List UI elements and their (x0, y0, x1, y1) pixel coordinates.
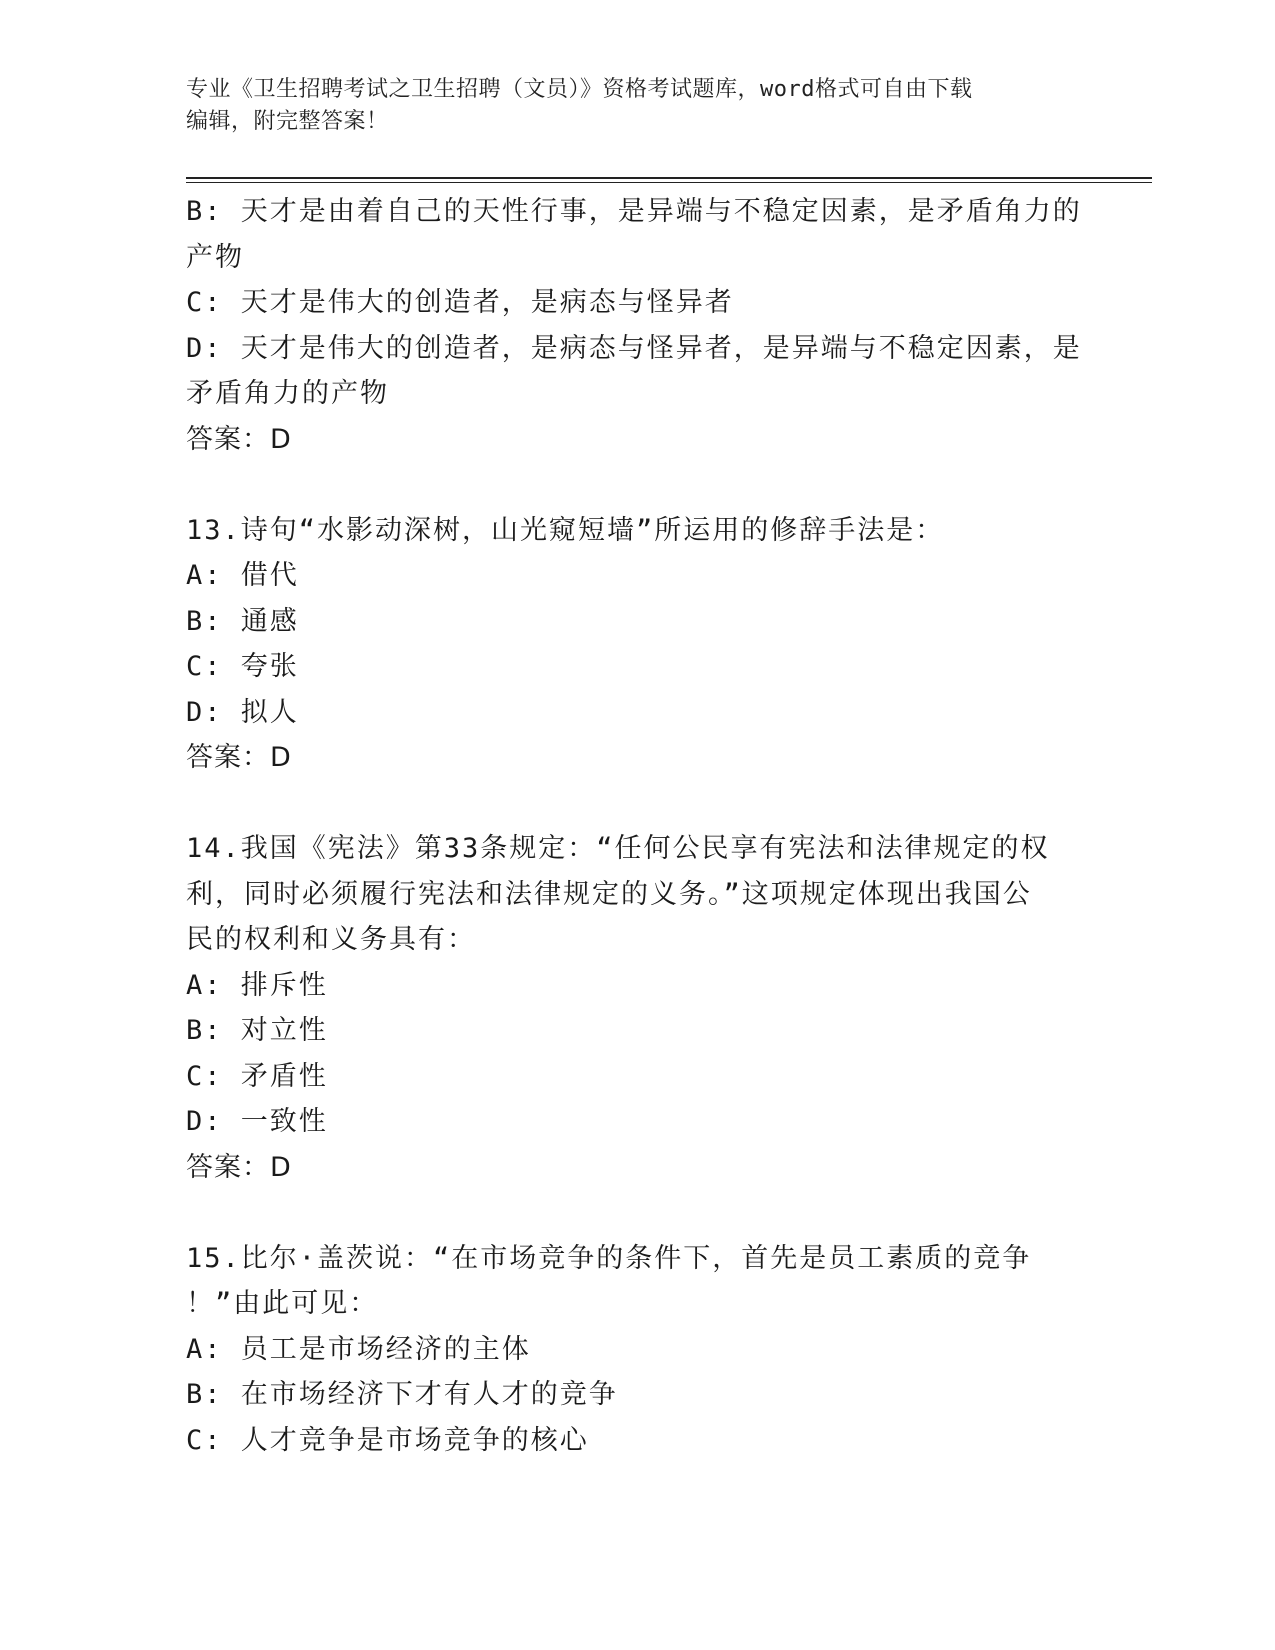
spacer (186, 462, 1086, 508)
option-a: A: 员工是市场经济的主体 (186, 1333, 531, 1365)
question-stem-line-2: 利，同时必须履行宪法和法律规定的义务。”这项规定体现出我国公 (186, 878, 1032, 910)
option-d: D: 一致性 (186, 1106, 328, 1137)
option-b: B: 通感 (186, 605, 299, 637)
question-stem-line-1: 15.比尔·盖茨说：“在市场竞争的条件下，首先是员工素质的竞争 (186, 1242, 1032, 1274)
header-line-2: 编辑，附完整答案！ (186, 109, 389, 134)
option-c: C: 矛盾性 (186, 1060, 328, 1092)
question-12 (186, 189, 1086, 462)
option-c: C: 夸张 (186, 651, 299, 682)
question-15 (186, 1236, 1086, 1464)
question-stem-line-1: 14.我国《宪法》第33条规定：“任何公民享有宪法和法律规定的权 (186, 833, 1050, 864)
answer: 答案：D (186, 1151, 292, 1183)
answer: 答案：D (186, 742, 292, 773)
option-a: A: 借代 (186, 560, 299, 591)
option-d: D: 拟人 (186, 696, 299, 728)
question-13 (186, 508, 1086, 781)
spacer (186, 781, 1086, 827)
option-b: B: 在市场经济下才有人才的竞争 (186, 1379, 618, 1410)
answer: 答案：D (186, 423, 292, 455)
option-b-line-1: B: 天才是由着自己的天性行事，是异端与不稳定因素，是矛盾角力的 (186, 196, 1082, 227)
option-a: A: 排斥性 (186, 969, 328, 1001)
option-b: B: 对立性 (186, 1015, 328, 1046)
header-divider-thick (186, 177, 1152, 179)
question-stem: 13.诗句“水影动深树，山光窥短墙”所运用的修辞手法是： (186, 514, 945, 546)
question-stem-line-2: ！”由此可见： (186, 1288, 379, 1319)
option-c: C: 天才是伟大的创造者，是病态与怪异者 (186, 287, 734, 318)
option-d-line-1: D: 天才是伟大的创造者，是病态与怪异者，是异端与不稳定因素，是 (186, 332, 1082, 364)
option-b-line-2: 产物 (186, 241, 244, 273)
header-divider-thin (186, 182, 1152, 183)
option-d-line-2: 矛盾角力的产物 (186, 378, 389, 409)
option-c: C: 人才竞争是市场竞争的核心 (186, 1424, 589, 1456)
question-stem-line-3: 民的权利和义务具有： (186, 924, 476, 955)
header-line-1: 专业《卫生招聘考试之卫生招聘（文员）》资格考试题库，word格式可自由下载 (186, 77, 973, 102)
page-header (186, 74, 1086, 138)
spacer (186, 1190, 1086, 1236)
question-content (186, 189, 1086, 1463)
question-14 (186, 826, 1086, 1190)
